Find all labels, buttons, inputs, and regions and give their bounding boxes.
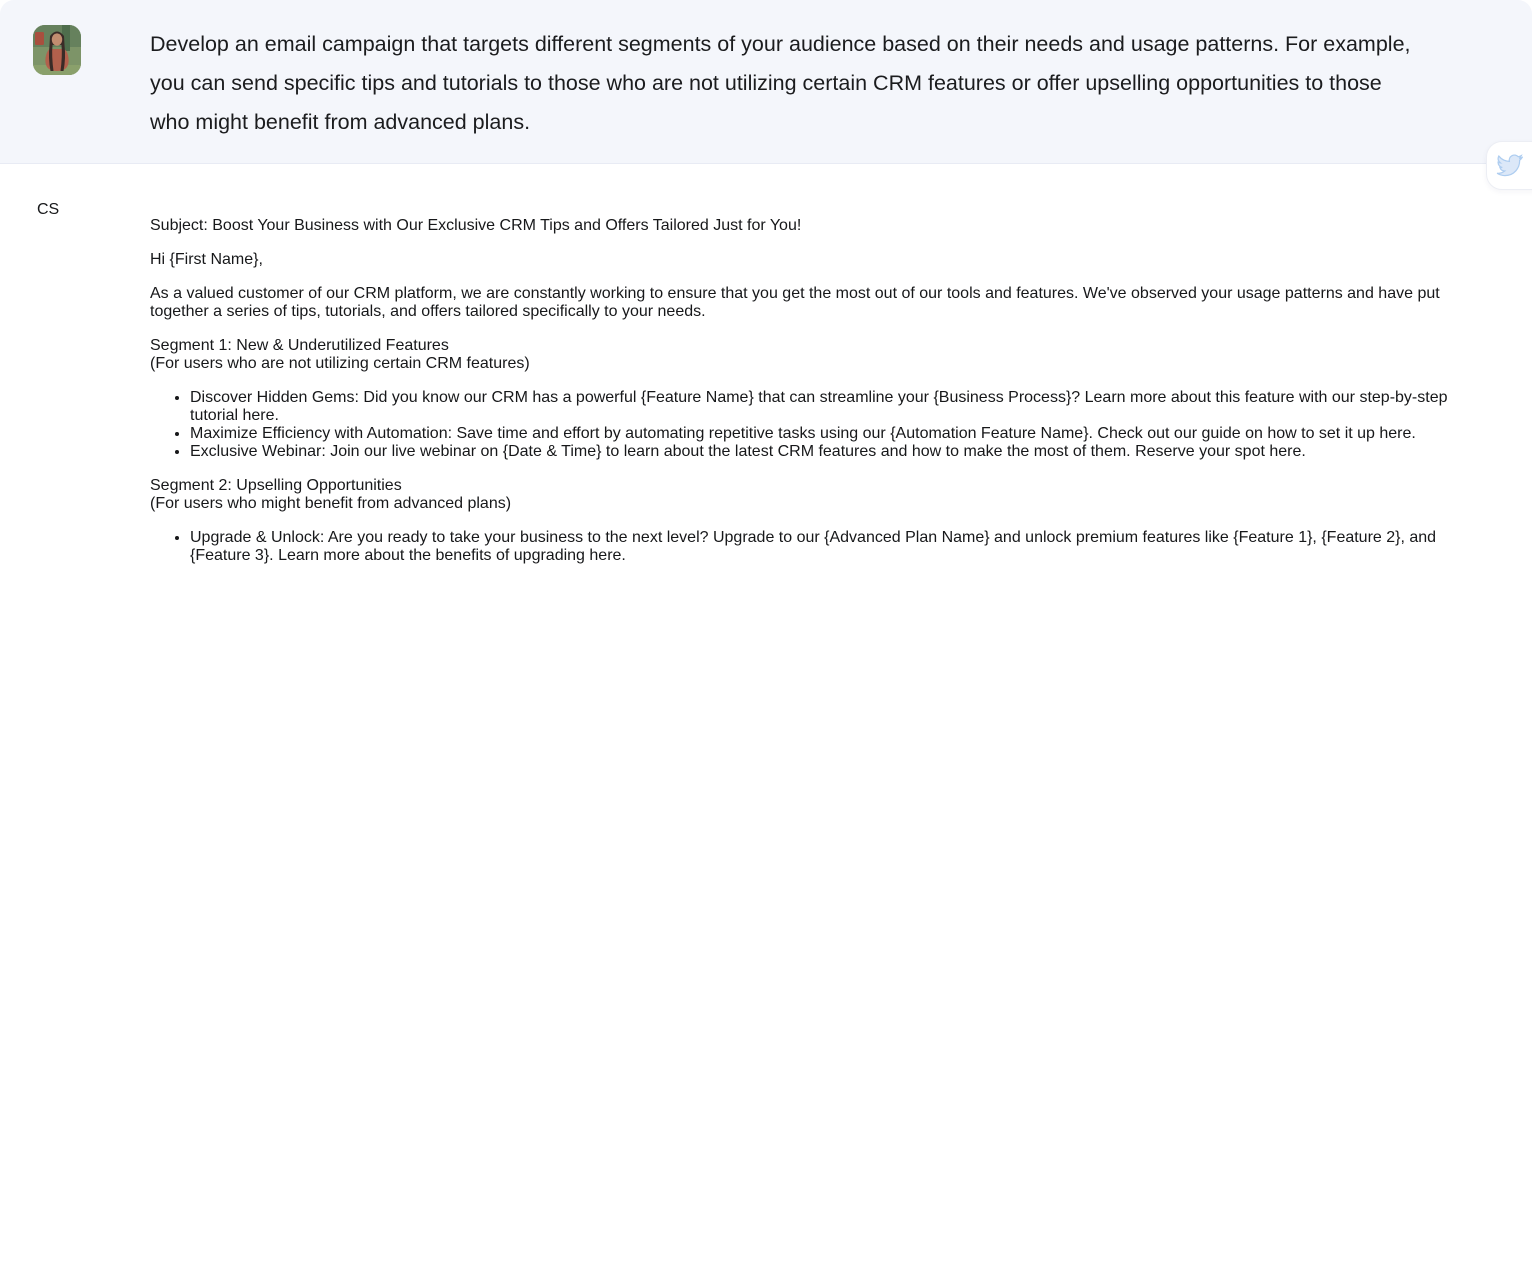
email-intro-paragraph: As a valued customer of our CRM platform, we are constantly working to ensure that you get the most out of our tools and features. We've observed your usage patterns and have put together a series of tips, tutorials, and offers tailored specifically to your needs.: [150, 285, 1440, 320]
segment2-heading: Segment 2: Upselling Opportunities: [150, 477, 402, 494]
bullet-text: : Join our live webinar on {Date & Time} to learn about the latest CRM features and how to make the most of them. Reserve your spot here.: [321, 443, 1306, 460]
email-greeting: Hi {First Name},: [150, 251, 263, 268]
bullet-text: : Are you ready to take your business to the next level? Upgrade to our {Advanced Plan Name} and unlock premium features like {Feature 1}, {Feature 2}, and {Feature 3}. Learn more about the benefits of upgrading here.: [190, 529, 1437, 564]
user-avatar-photo: [33, 25, 81, 75]
email-subject-line: Subject: Boost Your Business with Our Exclusive CRM Tips and Offers Tailored Just for You!: [150, 217, 802, 234]
assistant-message: [0, 164, 1532, 581]
bullet-text: : Did you know our CRM has a powerful {Feature Name} that can streamline your {Business Process}? Learn more about this feature with our step-by-step tutorial here.: [190, 389, 1448, 424]
segment1-heading-block: [150, 337, 1452, 373]
segment2-subheading: (For users who might benefit from advanced plans): [150, 495, 512, 512]
list-item: [190, 443, 1452, 461]
segment1-subheading: (For users who are not utilizing certain CRM features): [150, 355, 530, 372]
bullet-lead: Discover Hidden Gems: [190, 389, 355, 406]
bullet-lead: Upgrade & Unlock: [190, 529, 320, 546]
list-item: [190, 425, 1452, 443]
chatsonic-avatar: [37, 201, 90, 256]
twitter-bird-icon: [1496, 152, 1523, 179]
bullet-lead: Maximize Efficiency with Automation: [190, 425, 448, 442]
user-avatar: [33, 25, 81, 75]
chatsonic-avatar-label: CS: [37, 201, 60, 218]
segment2-heading-block: [150, 477, 1452, 513]
segment2-bullet-list: [150, 529, 1452, 565]
bullet-text: : Save time and effort by automating repetitive tasks using our {Automation Feature Name}. Check out our guide on how to set it up here.: [447, 425, 1416, 442]
user-message: [0, 0, 1532, 164]
segment1-heading: Segment 1: New & Underutilized Features: [150, 337, 449, 354]
list-item: [190, 389, 1452, 425]
list-item: [190, 529, 1452, 565]
share-tweet-button[interactable]: [1486, 141, 1532, 190]
bullet-lead: Exclusive Webinar: [190, 443, 322, 460]
assistant-message-body: [150, 201, 1452, 581]
user-message-text: Develop an email campaign that targets different segments of your audience based on their needs and usage patterns. For example, you can send specific tips and tutorials to those who are not utilizing certain CRM features or offer upselling opportunities to those who might benefit from advanced plans.: [150, 32, 1411, 134]
segment1-bullet-list: [150, 389, 1452, 461]
